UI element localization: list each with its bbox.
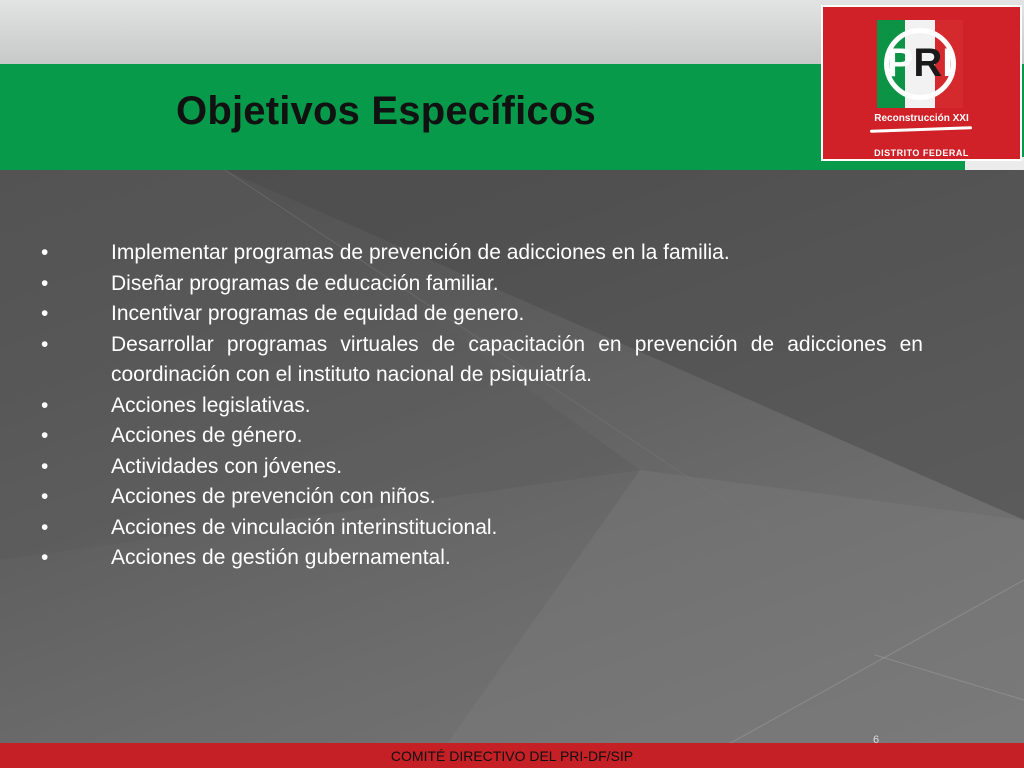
pri-emblem (877, 20, 963, 108)
objective-item (41, 269, 923, 300)
objective-item (41, 299, 923, 330)
objective-text: Acciones de género. (111, 424, 303, 447)
objective-text: Diseñar programas de educación familiar. (111, 271, 499, 295)
bullet: • (41, 515, 49, 539)
objective-item (41, 421, 923, 452)
footer-text: COMITÉ DIRECTIVO DEL PRI-DF/SIP (390, 748, 634, 764)
pri-logo (821, 5, 1022, 161)
logo-tagline: Reconstrucción XXI (874, 113, 969, 124)
objective-text: Incentivar programas de equidad de genero. (111, 302, 525, 325)
objective-item (41, 452, 923, 483)
bullet: • (41, 485, 49, 508)
objective-text: Actividades con jóvenes. (111, 454, 343, 478)
objectives-list (41, 238, 923, 574)
bullet: • (41, 546, 49, 569)
bullet: • (41, 332, 49, 356)
bullet: • (41, 241, 49, 264)
objective-text: Desarrollar programas virtuales de capacitación en prevención de adicciones en coordinación con el instituto nacional de psiquiatría. (111, 332, 923, 386)
objective-item (41, 391, 923, 422)
bullet: • (41, 302, 49, 325)
slide-title: Objetivos Específicos (176, 89, 596, 133)
objective-text: Acciones de prevención con niños. (111, 485, 436, 508)
objective-item (41, 543, 923, 574)
footer-bar (0, 743, 1024, 768)
bullet: • (41, 454, 49, 478)
objective-item (41, 513, 923, 544)
objective-item (41, 482, 923, 513)
logo-region: DISTRITO FEDERAL (874, 148, 969, 158)
logo-swoosh (870, 126, 972, 133)
objective-text: Implementar programas de prevención de adicciones en la familia. (111, 241, 730, 264)
bullet: • (41, 424, 49, 447)
objective-text: Acciones de vinculación interinstitucional. (111, 515, 498, 539)
emblem-letters: PRI (886, 41, 954, 85)
objective-item (41, 330, 923, 391)
objective-text: Acciones legislativas. (111, 393, 311, 417)
bullet: • (41, 271, 49, 295)
page-number: 6 (873, 734, 880, 746)
objective-text: Acciones de gestión gubernamental. (111, 546, 451, 569)
bullet: • (41, 393, 49, 417)
objective-item (41, 238, 923, 269)
